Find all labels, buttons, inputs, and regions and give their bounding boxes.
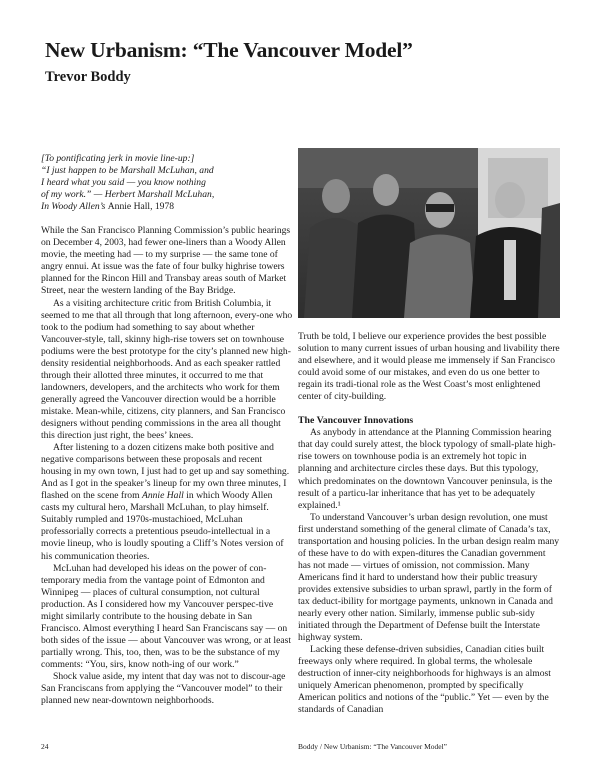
epigraph-line: of my work.” — Herbert Marshall McLuhan,: [41, 189, 215, 201]
epigraph-attribution: [41, 201, 293, 213]
body-paragraph: Lacking these defense-driven subsidies, Canadian cities built freeways only where required. In global terms, the wholesale destruction of inner-city neighborhoods for highways is an almost uniquely American phenomenon, prompted by specifically American politics and notions of the “public.” Yet — even by the standards of Canadian: [298, 644, 551, 716]
body-paragraph: While the San Francisco Planning Commission’s public hearings on December 4, 2003, had fewer one-liners than a Woody Allen movie, the meeting had — to my surprise — the same tone of angry ennui. At issue was the fate of four bulky highrise towers planned for the Rincon Hill and Transbay areas south of Market Street, near the western landing of the Bay Bridge.: [41, 225, 291, 297]
body-paragraph: Shock value aside, my intent that day was not to discour-age San Franciscans from applying the “Vancouver model” to their planned new near-downtown neighborhoods.: [41, 670, 286, 707]
body-paragraph: McLuhan had developed his ideas on the power of con-temporary media from the vantage point of Edmonton and Winnipeg — places of cultural consumption, not cultural production. As I considered how my Vancouver perspec-tive might similarly contribute to the housing debate in San Francisco. Almost everything I heard San Franciscans say — on both sides of the issue — about Vancouver was wrong, or at least partially wrong. This, too, then, was to be the substance of my comments: “You, sirs, know noth-ing of our work.”: [41, 562, 292, 670]
photograph-image: [298, 148, 560, 318]
epigraph-line: “I just happen to be Marshall McLuhan, and: [41, 165, 214, 177]
running-head: Boddy / New Urbanism: “The Vancouver Model”: [298, 742, 447, 751]
page-number: 24: [41, 742, 49, 751]
body-paragraph: [41, 442, 293, 562]
epigraph-source-film: Annie Hall, 1978: [107, 201, 175, 213]
body-paragraph: Truth be told, I believe our experience provides the best possible solution to many current issues of urban housing and livability there and elsewhere, and it would please me immensely if San Francisco could avoid some of our mistakes, and even do us one better to regain its tradi-tional role as the West Coast’s most enlightened center of city-building.: [298, 331, 560, 403]
epigraph: [41, 153, 293, 213]
body-paragraph: As a visiting architecture critic from British Columbia, it seemed to me that all through that long afternoon, every-one who took to the podium had something to say about whether Vancouver-style, tall, skinny high-rise towers set on townhouse podiums were the best prototype for the city’s planned new high-density residential neighborhoods. And as each speaker rattled through their allotted three minutes, it occurred to me that landowners, developers, and the architects who work for them generally agreed the Vancouver direction would be a horrible mistake. Mean-while, citizens, city planners, and San Francisco designers without pending commissions in the area all thought this direction just right, the bees’ knees.: [41, 297, 293, 442]
paragraph-text: in which Woody Allen casts my cultural hero, Marshall McLuhan, to play himself. Suitably rumpled and 1970s-mustachioed, McLuhan professorially corrects a pretentious pseudo-intellectual in a movie lineup, who is loudly spouting a Cliff’s Notes version of his communication theories.: [41, 490, 284, 562]
body-paragraph: As anybody in attendance at the Planning Commission hearing that day could surely attest, the block typology of small-plate high-rise towers on townhouse podia is an extremely hot topic in planning and architecture circles these days. But this typology, which predominates on the downtown Vancouver peninsula, is the result of a particu-lar inheritance that has yet to be adequately explained.¹: [298, 427, 556, 511]
paragraph-text: After listening to a dozen citizens make both positive and negative comparisons between these proposals and recent housing in my own town, I just had to get up and say something. And as I got in the speaker’s lineup for my own three minutes, I flashed on the scene from: [41, 442, 290, 502]
photograph: [298, 148, 560, 318]
epigraph-line: I heard what you said — you know nothing: [41, 177, 206, 189]
epigraph-line: [To pontificating jerk in movie line-up:]: [41, 153, 195, 164]
right-column: [298, 331, 560, 716]
left-column: [41, 153, 293, 707]
body-paragraph: To understand Vancouver’s urban design revolution, one must first understand something of the general climate of Canada’s tax, transportation and housing policies. In the urban design realm many of these have to do with expen-ditures the Canadian government has not made — virtues of omission, not commission. Many Americans find it hard to understand how their public treasury provides extensive subsidies to urban sprawl, partly in the form of tax deduct-ibility for mortgage payments, unknown in Canada and nearly every other nation. Similarly, immense public sub-sidy initiated through the Department of Defense built the Interstate highway system.: [298, 511, 560, 644]
film-title: Annie Hall: [141, 490, 184, 502]
article-title: New Urbanism: “The Vancouver Model”: [45, 38, 413, 62]
article-author: Trevor Boddy: [45, 69, 131, 85]
section-heading: The Vancouver Innovations: [298, 415, 414, 427]
epigraph-source-italic: In Woody Allen’s: [41, 201, 108, 213]
